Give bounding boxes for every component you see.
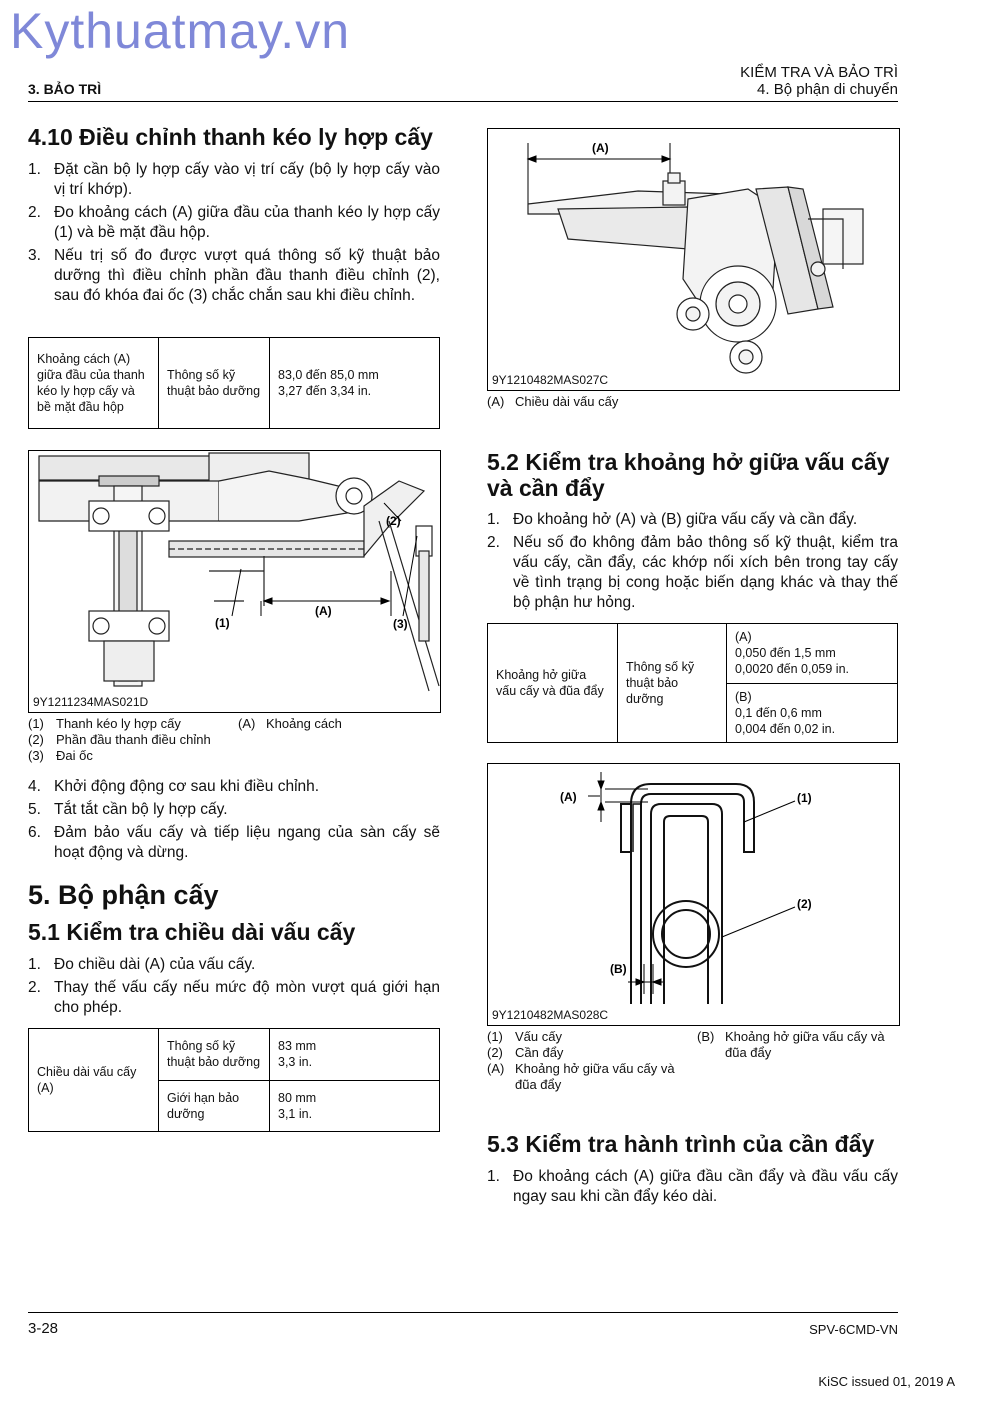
steps-list: [487, 1167, 898, 1207]
chapter-title: 5. Bộ phận cấy: [28, 880, 219, 910]
spec-item: Khoảng cách (A) giữa đầu của thanh kéo ly hợp cấy và bề mặt đầu hộp: [29, 338, 159, 429]
issue-note: KiSC issued 01, 2019 A: [818, 1374, 955, 1389]
spec-table-5-2: [487, 623, 898, 743]
figure-label-A: (A): [560, 790, 577, 804]
list-item: 1. Đo khoảng cách (A) giữa đầu cần đẩy và đầu vấu cấy ngay sau khi cần đẩy kéo dài.: [487, 1168, 898, 1205]
figure-code: 9Y1210482MAS027C: [492, 373, 609, 387]
section-title: 5.1 Kiểm tra chiều dài vấu cấy: [28, 919, 356, 945]
header-section-line2: 4. Bộ phận di chuyển: [757, 81, 898, 98]
list-item: 2. Thay thế vấu cấy nếu mức độ mòn vượt quá giới hạn cho phép.: [28, 979, 440, 1016]
spec-value: 83,0 đến 85,0 mm 3,27 đến 3,34 in.: [270, 338, 440, 429]
header-section: [740, 64, 898, 98]
figure-caption-5-1: [487, 394, 898, 410]
spec-value: 80 mm 3,1 in.: [270, 1080, 440, 1132]
figure-label-A: (A): [315, 604, 332, 618]
caption-row: (A) Khoảng cách: [238, 716, 342, 731]
figure-claw-length: [487, 128, 900, 391]
clutch-rod-drawing: [29, 451, 440, 712]
figure-label-A: (A): [592, 141, 609, 155]
spec-table-5-1: [28, 1028, 440, 1132]
figure-label-3: (3): [393, 617, 408, 631]
list-item: 3. Nếu trị số đo được vượt quá thông số kỹ thuật bảo dưỡng thì điều chỉnh phần đầu thanh điều chỉnh (2), sau đó khóa đai ốc (3) chắc chắn sau khi điều chỉnh.: [28, 247, 440, 304]
caption-row: (A) Khoảng hở giữa vấu cấy và đũa đẩy: [487, 1061, 675, 1092]
figure-label-1: (1): [215, 616, 230, 630]
list-item: 5. Tắt tắt cần bộ ly hợp cấy.: [28, 801, 228, 818]
spec-value: (A) 0,050 đến 1,5 mm 0,0020 đến 0,059 in.: [727, 624, 898, 684]
spec-kind: Thông số kỹ thuật bảo dưỡng: [618, 624, 727, 743]
footer-rule: [28, 1312, 898, 1313]
header-section-line1: KIỂM TRA VÀ BẢO TRÌ: [740, 64, 898, 81]
spec-item: Khoảng hở giữa vấu cấy và đũa đẩy: [488, 624, 618, 743]
list-item: 1. Đo chiều dài (A) của vấu cấy.: [28, 956, 256, 973]
steps-list-2: [28, 777, 440, 866]
section-5-1: [28, 919, 440, 1021]
watermark-logo: Kythuatmay.vn: [10, 3, 351, 59]
section-4-10: [28, 124, 440, 309]
caption-row: (2) Phần đầu thanh điều chỉnh: [28, 732, 211, 747]
document-code: SPV-6CMD-VN: [809, 1322, 898, 1337]
steps-list: [487, 510, 898, 613]
section-5-2: [487, 449, 898, 616]
section-title: 5.3 Kiểm tra hành trình của cần đẩy: [487, 1131, 875, 1157]
claw-clearance-drawing: [488, 764, 899, 1025]
spec-kind: Thông số kỹ thuật bảo dưỡng: [159, 1029, 270, 1081]
spec-value: (B) 0,1 đến 0,6 mm 0,004 đến 0,02 in.: [727, 683, 898, 743]
caption-row: (B) Khoảng hở giữa vấu cấy và đũa đẩy: [697, 1029, 885, 1060]
section-title: 4.10 Điều chỉnh thanh kéo ly hợp cấy: [28, 124, 433, 150]
header-rule: [28, 101, 898, 102]
spec-item: Chiều dài vấu cấy (A): [29, 1029, 159, 1132]
list-item: 4. Khởi động động cơ sau khi điều chỉnh.: [28, 778, 320, 795]
figure-label-2: (2): [797, 897, 812, 911]
caption-row: (1) Thanh kéo ly hợp cấy: [28, 716, 181, 731]
page-number: 3-28: [28, 1320, 59, 1337]
figure-code: 9Y1210482MAS028C: [492, 1008, 609, 1022]
caption-row: (2) Cần đẩy: [487, 1045, 564, 1060]
figure-label-2: (2): [386, 514, 401, 528]
list-item: 1. Đặt cần bộ ly hợp cấy vào vị trí cấy (bộ ly hợp cấy vào vị trí khớp).: [28, 161, 440, 198]
section-title: 5.2 Kiểm tra khoảng hở giữa vấu cấy và cần đẩy: [487, 449, 890, 501]
figure-clutch-rod: [28, 450, 441, 713]
figure-code: 9Y1211234MAS021D: [33, 695, 149, 709]
spec-kind: Giới hạn bảo dưỡng: [159, 1080, 270, 1132]
steps-list: [28, 160, 440, 306]
list-item: 1. Đo khoảng hở (A) và (B) giữa vấu cấy và cần đẩy.: [487, 511, 858, 528]
section-5-3: [487, 1131, 898, 1210]
spec-value: 83 mm 3,3 in.: [270, 1029, 440, 1081]
list-item: 6. Đảm bảo vấu cấy và tiếp liệu ngang của sàn cấy sẽ hoạt động và dừng.: [28, 824, 440, 861]
figure-claw-clearance: [487, 763, 900, 1026]
caption-row: (A) Chiều dài vấu cấy: [487, 394, 619, 409]
caption-row: (1) Vấu cấy: [487, 1029, 562, 1044]
list-item: 2. Đo khoảng cách (A) giữa đầu của thanh kéo ly hợp cấy (1) và bề mặt đầu hộp.: [28, 204, 440, 241]
figure-label-B: (B): [610, 962, 627, 976]
list-item: 2. Nếu số đo không đảm bảo thông số kỹ thuật, kiểm tra vấu cấy, cần đẩy, các khớp nối xích bên trong tay cấy về tình trạng bị cong hoặc biến dạng khác và thay thế bộ phận hư hỏng.: [487, 534, 898, 611]
spec-kind: Thông số kỹ thuật bảo dưỡng: [159, 338, 270, 429]
figure-label-1: (1): [797, 791, 812, 805]
caption-row: (3) Đai ốc: [28, 748, 93, 763]
claw-length-drawing: [488, 129, 899, 390]
steps-list: [28, 955, 440, 1018]
header-chapter: 3. BẢO TRÌ: [28, 81, 102, 97]
spec-table-4-10: [28, 337, 440, 429]
